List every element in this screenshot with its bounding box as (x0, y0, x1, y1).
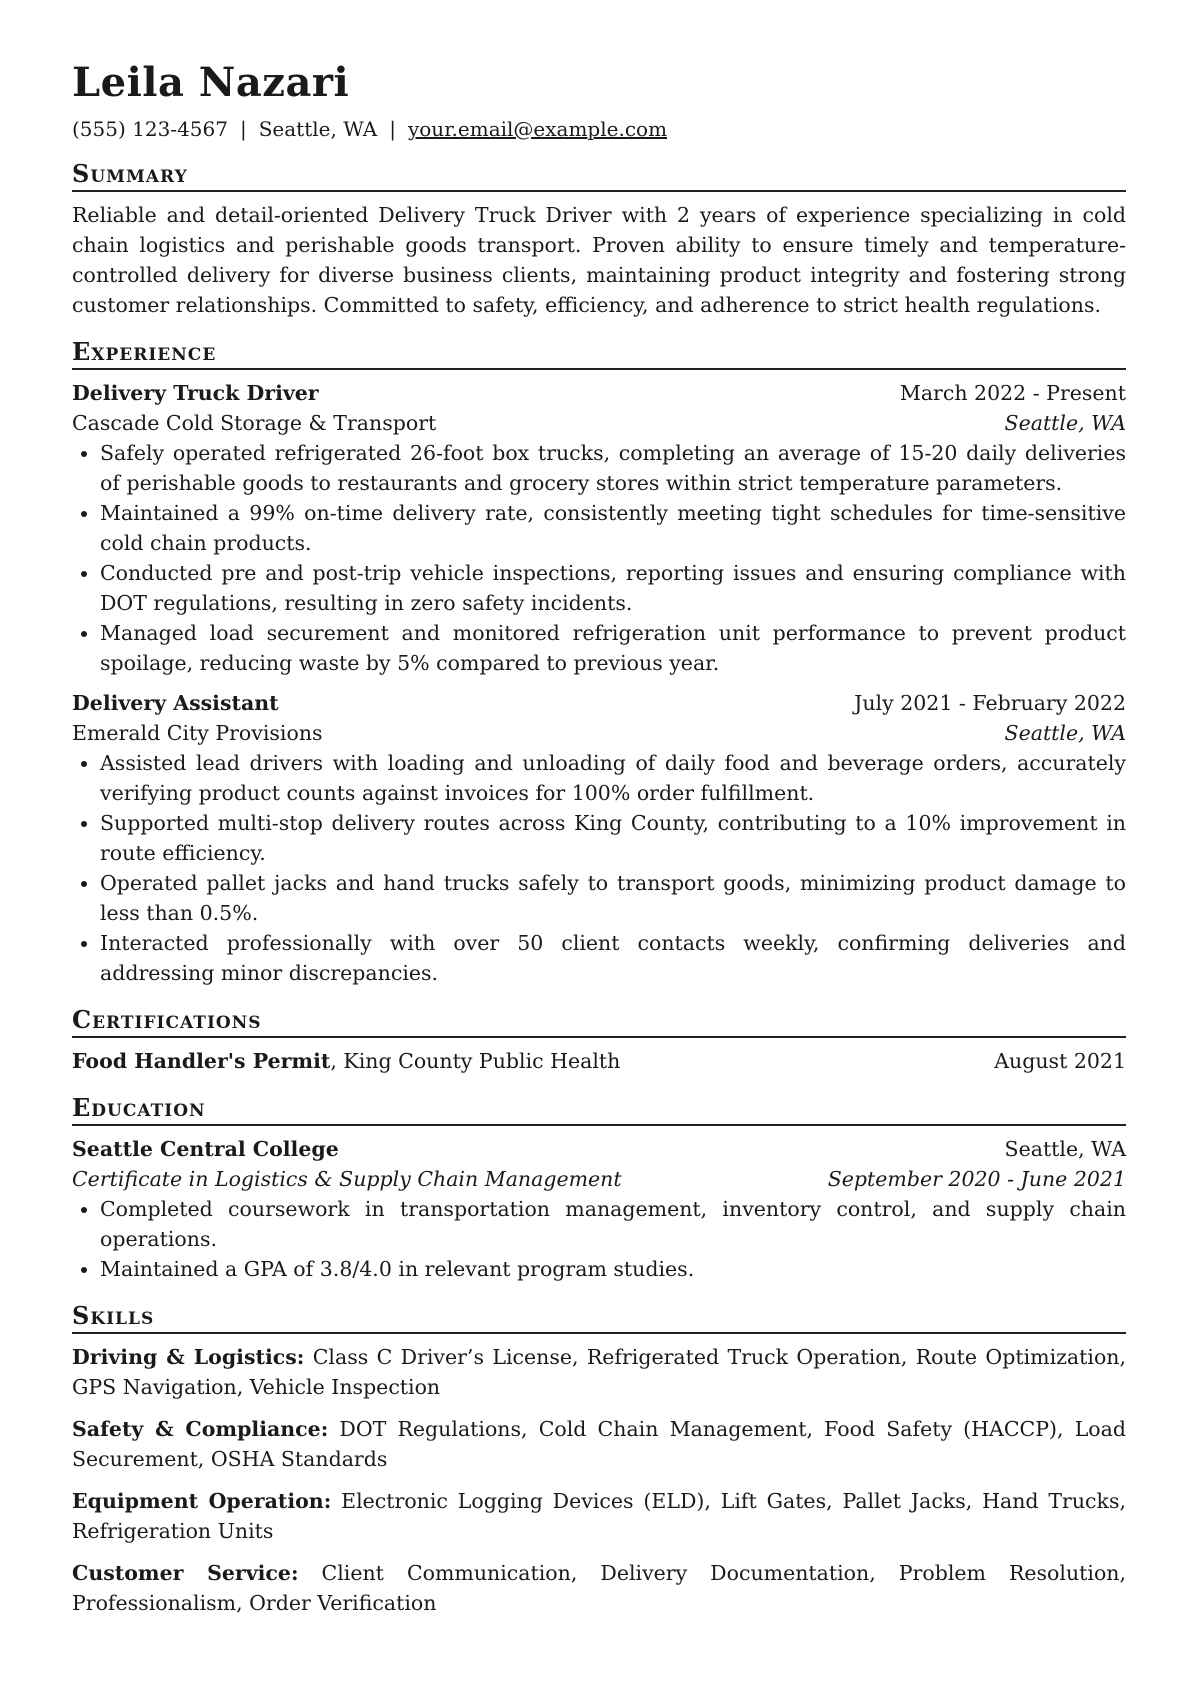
job-role: Delivery Assistant (72, 691, 279, 715)
certification-date: August 2021 (994, 1049, 1126, 1073)
skill-list: DOT Regulations, Cold Chain Management, Food Safety (HACCP), Load Securement, OSHA Standards (72, 1417, 1126, 1471)
job-bullets (72, 748, 1126, 988)
bullet-item: • Managed load securement and monitored refrigeration unit performance to prevent product spoilage, reducing waste by 5% compared to previous year. (100, 618, 1126, 678)
job-dates: July 2021 - February 2022 (854, 691, 1126, 715)
skill-group (72, 1558, 1126, 1618)
section-title-education: Education (72, 1094, 1126, 1126)
bullet-item: • Maintained a 99% on-time delivery rate, consistently meeting tight schedules for time-sensitive cold chain products. (100, 498, 1126, 558)
certifications-section (72, 1006, 1126, 1076)
program-name: Certificate in Logistics & Supply Chain Management (72, 1167, 622, 1191)
skill-label: Customer Service: (72, 1561, 299, 1585)
resume-page (72, 58, 1126, 1630)
education-bullets (72, 1194, 1126, 1284)
certification-name: Food Handler's Permit (72, 1049, 331, 1073)
school-location: Seattle, WA (1004, 1137, 1126, 1161)
section-title-experience: Experience (72, 338, 1126, 370)
contact-separator: | (389, 117, 396, 141)
experience-section (72, 338, 1126, 988)
contact-separator: | (239, 117, 247, 141)
bullet-item: • Supported multi-stop delivery routes across King County, contributing to a 10% improvement in route efficiency. (100, 808, 1126, 868)
section-title-skills: Skills (72, 1302, 1126, 1334)
school-name: Seattle Central College (72, 1137, 339, 1161)
job-entry (72, 688, 1126, 988)
bullet-item: • Operated pallet jacks and hand trucks safely to transport goods, minimizing product damage to less than 0.5%. (100, 868, 1126, 928)
summary-text: Reliable and detail-oriented Delivery Truck Driver with 2 years of experience specializing in cold chain logistics and perishable goods transport. Proven ability to ensure timely and temperature-controlled delivery for diverse business clients, maintaining product integrity and fostering strong customer relationships. Committed to safety, efficiency, and adherence to strict health regulations. (72, 203, 1126, 317)
skill-list: Client Communication, Delivery Documentation, Problem Resolution, Professionalism, Order Verification (72, 1561, 1127, 1615)
certification-entry (72, 1046, 1126, 1076)
bullet-item: • Safely operated refrigerated 26-foot box trucks, completing an average of 15-20 daily deliveries of perishable goods to restaurants and grocery stores within strict temperature parameters. (100, 438, 1126, 498)
skill-label: Equipment Operation: (72, 1489, 332, 1513)
skill-list: Class C Driver’s License, Refrigerated Truck Operation, Route Optimization, GPS Navigation, Vehicle Inspection (72, 1345, 1127, 1399)
skill-group (72, 1414, 1126, 1474)
contact-line (72, 116, 1126, 142)
summary-section (72, 160, 1126, 320)
job-entry (72, 378, 1126, 678)
job-dates: March 2022 - Present (899, 381, 1126, 405)
location: Seattle, WA (258, 117, 378, 141)
skills-section (72, 1302, 1126, 1618)
skill-label: Safety & Compliance: (72, 1417, 329, 1441)
candidate-name: Leila Nazari (72, 59, 350, 106)
job-location: Seattle, WA (1004, 721, 1126, 745)
education-dates: September 2020 - June 2021 (827, 1167, 1126, 1191)
bullet-item: • Assisted lead drivers with loading and unloading of daily food and beverage orders, accurately verifying product counts against invoices for 100% order fulfillment. (100, 748, 1126, 808)
certification-issuer: , King County Public Health (330, 1049, 621, 1073)
skill-list: Electronic Logging Devices (ELD), Lift Gates, Pallet Jacks, Hand Trucks, Refrigeration Units (72, 1489, 1126, 1543)
skill-label: Driving & Logistics: (72, 1345, 305, 1369)
phone-number: (555) 123-4567 (72, 117, 228, 141)
job-location: Seattle, WA (1004, 411, 1126, 435)
job-role: Delivery Truck Driver (72, 381, 319, 405)
section-title-summary: Summary (72, 160, 1126, 192)
section-title-certifications: Certifications (72, 1006, 1126, 1038)
bullet-item: • Conducted pre and post-trip vehicle inspections, reporting issues and ensuring compliance with DOT regulations, resulting in zero safety incidents. (100, 558, 1126, 618)
email-link[interactable]: your.email@example.com (407, 117, 668, 141)
skill-group (72, 1342, 1126, 1402)
job-company: Cascade Cold Storage & Transport (72, 411, 437, 435)
job-bullets (72, 438, 1126, 678)
bullet-item: • Interacted professionally with over 50 client contacts weekly, confirming deliveries and addressing minor discrepancies. (100, 928, 1126, 988)
skill-group (72, 1486, 1126, 1546)
education-section (72, 1094, 1126, 1284)
bullet-item: • Maintained a GPA of 3.8/4.0 in relevant program studies. (100, 1254, 1126, 1284)
job-company: Emerald City Provisions (72, 721, 323, 745)
bullet-item: • Completed coursework in transportation management, inventory control, and supply chain operations. (100, 1194, 1126, 1254)
